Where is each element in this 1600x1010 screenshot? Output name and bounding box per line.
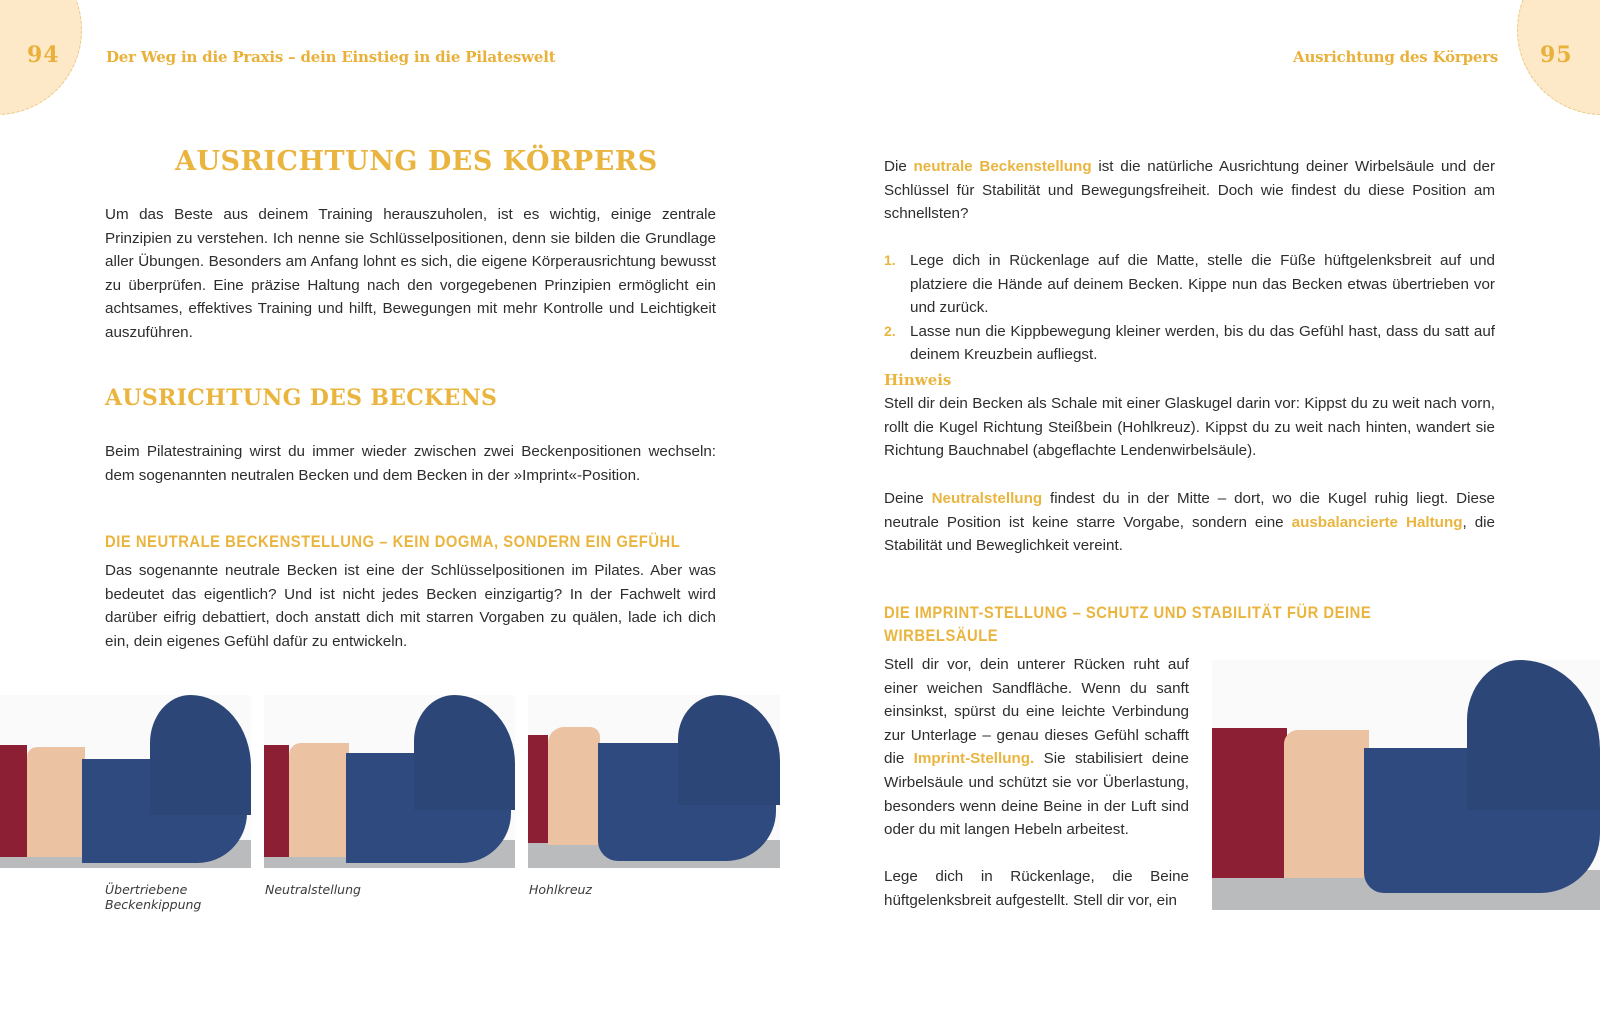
hint-label: Hinweis: [884, 371, 952, 389]
intro-paragraph: Um das Beste aus deinem Training herauszuholen, ist es wichtig, einige zentrale Prinzipien zu verstehen. Ich nenne sie Schlüsselpositionen, denn sie bilden die Grundlage aller Übungen. Besonders am Anfang lohnt es sich, die eigene Körperausrichtung bewusst zu überprüfen. Eine präzise Haltung nach den vorgegebenen Prinzipien ermöglicht ein achtsames, effektives Training und hilft, Bewegungen mit mehr Kontrolle und Leichtigkeit auszuführen.: [105, 206, 716, 341]
hint-paragraph: Stell dir dein Becken als Schale mit einer Glaskugel darin vor: Kippst du zu weit nach vorn, rollt die Kugel Richtung Steißbein (Hohlkreuz). Kippst du zu weit nach hinten, wandert sie Richtung Bauchnabel (abgeflachte Lendenwirbelsäule).: [884, 395, 1495, 460]
page-number-left: 94: [27, 42, 60, 68]
caption-neutralstellung: Neutralstellung: [265, 882, 361, 897]
step-item: 1. Lege dich in Rückenlage auf die Matte, stelle die Füße hüftgelenksbreit auf und platziere die Hände auf deinem Becken. Kippe nun das Becken etwas übertrieben vor und zurück.: [884, 252, 1495, 317]
section-title-becken: AUSRICHTUNG DES BECKENS: [105, 385, 498, 411]
page-title: AUSRICHTUNG DES KÖRPERS: [175, 146, 658, 177]
photo-neutralstellung: [264, 695, 515, 868]
subsection-title-neutral: DIE NEUTRALE BECKENSTELLUNG – KEIN DOGMA, SONDERN EIN GEFÜHL: [105, 532, 681, 551]
imprint-title: DIE IMPRINT-STELLUNG – SCHUTZ UND STABILITÄT FÜR DEINE WIRBELSÄULE: [884, 603, 1372, 645]
caption-hohlkreuz: Hohlkreuz: [529, 882, 592, 897]
highlight-neutralstellung: Neutralstellung: [931, 490, 1043, 507]
photo-imprint: [1212, 660, 1600, 910]
highlight-ausbalancierte-haltung: ausbalancierte Haltung: [1291, 513, 1463, 531]
section-paragraph-becken: Beim Pilatestraining wirst du immer wieder zwischen zwei Beckenpositionen wechseln: dem sogenannten neutralen Becken und dem Becken in der »Imprint«-Position.: [105, 443, 716, 484]
neutral-intro-paragraph: Die neutrale Beckenstellung ist die natürliche Ausrichtung deiner Wirbelsäule und der Schlüssel für Stabilität und Bewegungsfreiheit. Doch wie findest du diese Position am schnellsten?: [884, 158, 1495, 223]
subsection-paragraph-neutral: Das sogenannte neutrale Becken ist eine der Schlüsselpositionen im Pilates. Aber was bedeutet das eigentlich? Und ist nicht jedes Becken einzigartig? In der Fachwelt wird darüber eifrig debattiert, doch anstatt dich mit starren Vorgaben zu quälen, lade ich dich ein, dein eigenes Gefühl dafür zu entwickeln.: [105, 562, 716, 650]
step-item: 2. Lasse nun die Kippbewegung kleiner werden, bis du das Gefühl hast, dass du satt auf deinem Kreuzbein aufliegst.: [884, 322, 1495, 364]
caption-uebertriebene-beckenkippung: Übertriebene Beckenkippung: [105, 882, 202, 912]
photo-hohlkreuz: [528, 695, 780, 868]
imprint-paragraph: Stell dir vor, dein unterer Rücken ruht auf einer weichen Sandfläche. Wenn du sanft einsinkst, spürst du eine leichte Verbindung zur Unterlage – genau dieses Gefühl schafft die Imprint-Stellung. Sie stabilisiert deine Wirbelsäule und schützt sie vor Überlastung, besonders wenn deine Beine in der Luft sind oder du mit langen Hebeln arbeitest.: [884, 656, 1189, 839]
running-head-left: Der Weg in die Praxis – dein Einstieg in die Pilateswelt: [106, 48, 556, 66]
photo-uebertriebene-beckenkippung: [0, 695, 251, 868]
imprint-paragraph-2: Lege dich in Rückenlage, die Beine hüftgelenksbreit aufgestellt. Stell dir vor, ein: [884, 868, 1189, 909]
steps-list: [884, 249, 1495, 367]
highlight-imprint-stellung: Imprint-Stellung.: [913, 750, 1035, 768]
page-number-right: 95: [1540, 42, 1573, 68]
highlight-neutrale-beckenstellung: neutrale Beckenstellung: [913, 158, 1092, 175]
running-head-right: Ausrichtung des Körpers: [1293, 48, 1499, 66]
neutral-paragraph: Deine Neutralstellung findest du in der Mitte – dort, wo die Kugel ruhig liegt. Diese neutrale Position ist keine starre Vorgabe, sondern eine ausbalancierte Haltung, die Stabilität und Beweglichkeit vereint.: [884, 490, 1496, 555]
